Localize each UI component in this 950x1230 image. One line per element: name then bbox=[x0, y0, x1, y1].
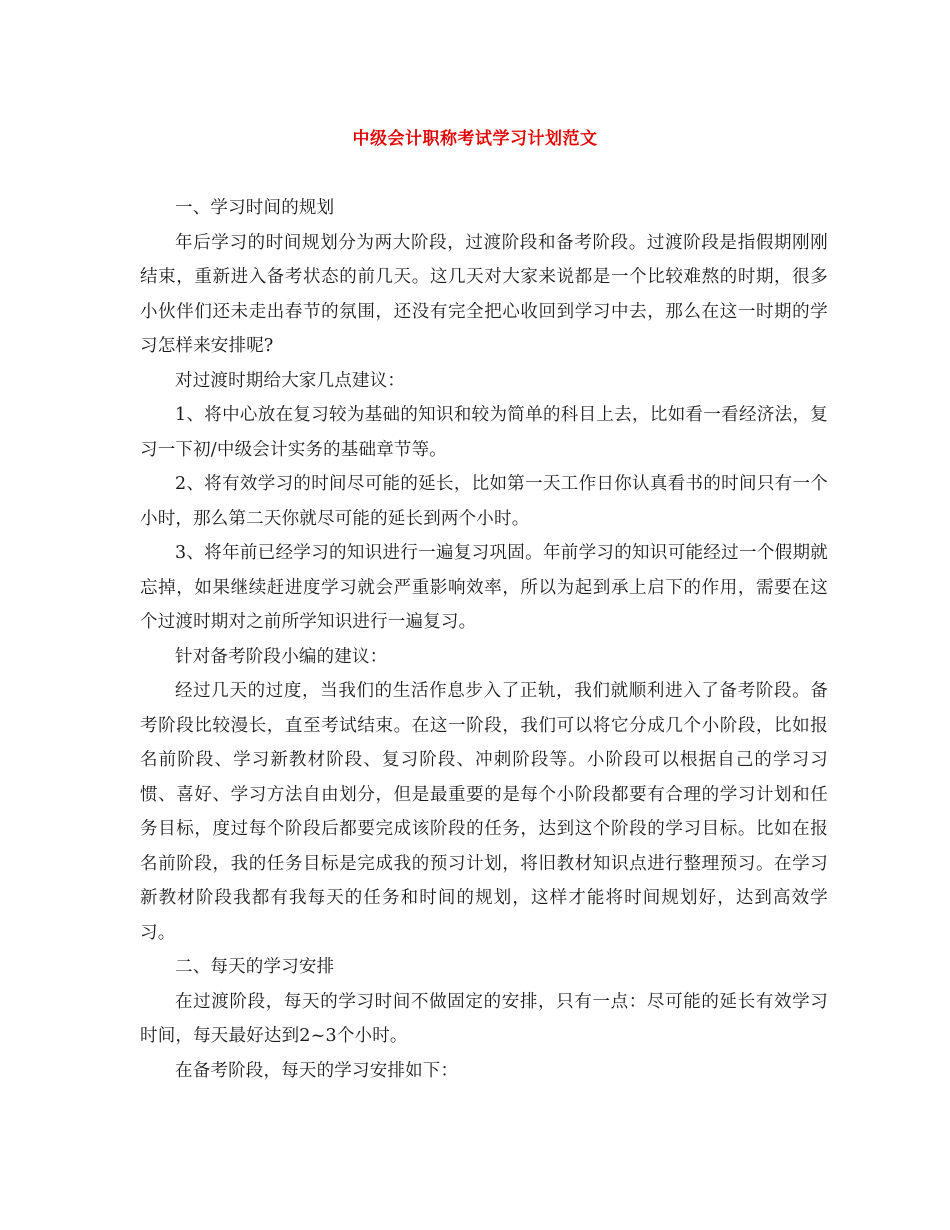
list-item: 1、将中心放在复习较为基础的知识和较为简单的科目上去，比如看一看经济法，复习一下初/中级会计实务的基础章节等。 bbox=[140, 405, 828, 460]
document-title: 中级会计职称考试学习计划范文 bbox=[352, 129, 598, 149]
section-heading-1: 一、学习时间的规划 bbox=[175, 198, 335, 218]
list-item: 2、将有效学习的时间尽可能的延长，比如第一天工作日你认真看书的时间只有一个小时，那么第二天你就尽可能的延长到两个小时。 bbox=[140, 474, 828, 529]
paragraph: 年后学习的时间规划分为两大阶段，过渡阶段和备考阶段。过渡阶段是指假期刚刚结束，重新进入备考状态的前几天。这几天对大家来说都是一个比较难熬的时期，很多小伙伴们还未走出春节的氛围，还没有完全把心收回到学习中去，那么在这一时期的学习怎样来安排呢? bbox=[140, 232, 828, 356]
paragraph: 在过渡阶段，每天的学习时间不做固定的安排，只有一点：尽可能的延长有效学习时间，每天最好达到2~3个小时。 bbox=[140, 991, 828, 1046]
paragraph: 对过渡时期给大家几点建议： bbox=[175, 370, 406, 391]
paragraph: 经过几天的过度，当我们的生活作息步入了正轨，我们就顺利进入了备考阶段。备考阶段比较漫长，直至考试结束。在这一阶段，我们可以将它分成几个小阶段，比如报名前阶段、学习新教材阶段、复习阶段、冲刺阶段等。小阶段可以根据自己的学习习惯、喜好、学习方法自由划分，但是最重要的是每个小阶段都要有合理的学习计划和任务目标，度过每个阶段后都要完成该阶段的任务，达到这个阶段的学习目标。比如在报名前阶段，我的任务目标是完成我的预习计划，将旧教材知识点进行整理预习。在学习新教材阶段我都有我每天的任务和时间的规划，这样才能将时间规划好，达到高效学习。 bbox=[140, 681, 828, 943]
section-heading-2: 二、每天的学习安排 bbox=[175, 957, 335, 977]
document-body bbox=[140, 191, 828, 1088]
paragraph: 针对备考阶段小编的建议： bbox=[175, 646, 388, 667]
paragraph: 在备考阶段，每天的学习安排如下： bbox=[175, 1060, 459, 1081]
list-item: 3、将年前已经学习的知识进行一遍复习巩固。年前学习的知识可能经过一个假期就忘掉，如果继续赶进度学习就会严重影响效率，所以为起到承上启下的作用，需要在这个过渡时期对之前所学知识进行一遍复习。 bbox=[140, 543, 828, 632]
